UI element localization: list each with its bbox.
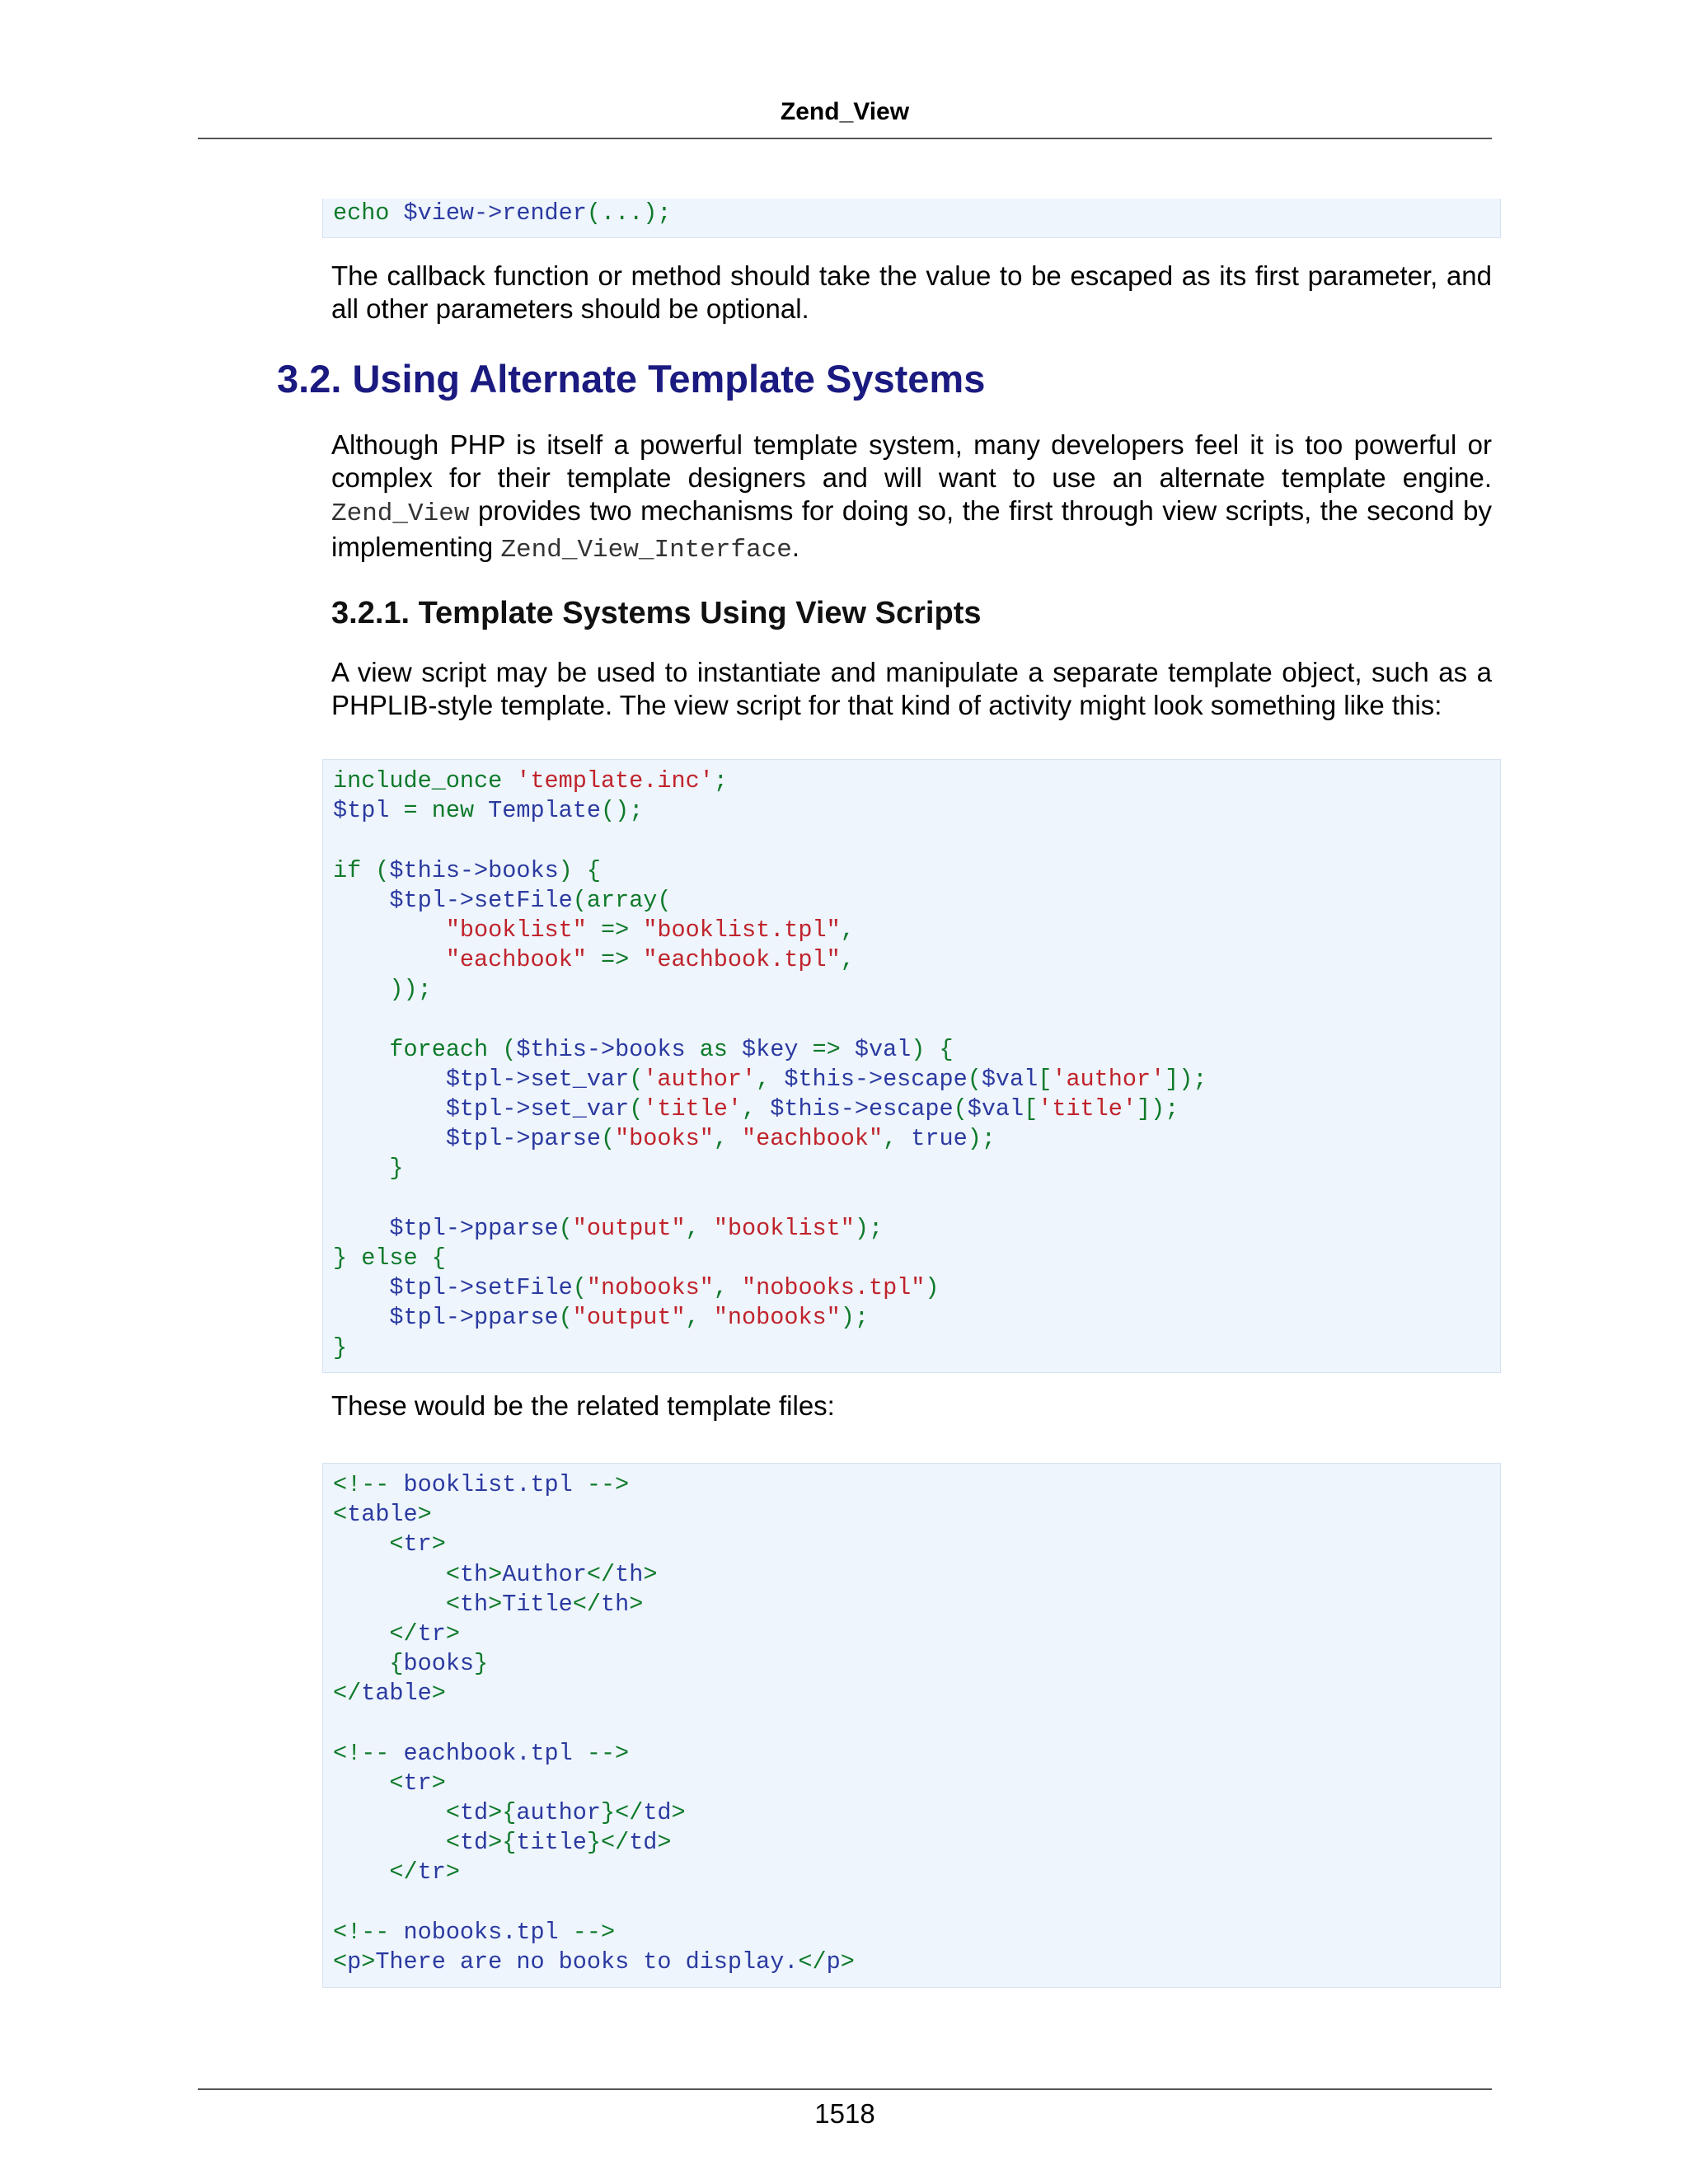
code-token [333,1274,389,1301]
code-line [333,1333,1500,1363]
code-token: )); [333,976,432,1004]
header-rule [198,138,1492,139]
intro-text-3: . [791,532,800,562]
code-token: 'author' [1052,1065,1165,1093]
code-token: ( [967,1065,982,1093]
section-heading: 3.2. Using Alternate Template Systems [277,357,986,401]
code-token: There are no books to display. [375,1948,799,1975]
code-token: "nobooks" [713,1304,841,1332]
code-token: $key [742,1035,799,1063]
code-token: } [333,1333,348,1361]
code-token: $this-> [784,1065,884,1093]
code-token: ( [558,1304,573,1332]
code-line [333,1035,1500,1065]
code-line [333,1470,1500,1500]
code-token: (...); [586,199,672,227]
code-token: > [671,1799,686,1827]
code-line [333,1888,1500,1918]
code-token: set_var [530,1095,630,1123]
code-token: title [516,1829,587,1857]
code-line [333,1530,1500,1559]
code-token: "nobooks.tpl" [742,1274,926,1302]
code-token [333,946,446,973]
code-token [333,887,389,914]
code-block-render [322,199,1501,238]
code-token: , [756,1065,785,1093]
code-token: escape [868,1095,954,1123]
code-token: setFile [474,886,573,914]
code-token: "nobooks" [586,1274,714,1302]
code-token: < [333,1530,404,1558]
code-token: => [586,946,644,974]
code-line [333,1649,1500,1679]
code-line [333,916,1500,945]
code-token: > [431,1680,446,1708]
code-line [333,826,1500,855]
code-token: table [361,1680,432,1708]
code-token: $val [981,1065,1039,1093]
code-token: <!-- [333,1739,404,1767]
code-token: ; [713,767,728,794]
code-token: ); [967,1125,996,1153]
code-line [333,1769,1500,1798]
code-token: include_once [333,767,517,794]
code-token: $tpl-> [389,1214,475,1242]
code-line [333,1244,1500,1273]
code-token: < [333,1501,348,1529]
code-token: setFile [474,1274,573,1302]
code-token: new [431,797,489,825]
code-line [333,886,1500,916]
code-token: tr [403,1769,432,1797]
code-token: { [333,1650,404,1678]
code-token: $tpl-> [445,1095,531,1123]
code-line [333,1065,1500,1094]
code-token: , [713,1274,743,1302]
code-token: ) { [558,856,601,884]
code-token: , [840,946,855,974]
code-token: books [403,1650,475,1678]
code-token: , [742,1095,771,1123]
code-token [333,1066,446,1093]
code-token: < [333,1799,460,1827]
code-line [333,945,1500,975]
code-token: $val [854,1035,912,1063]
code-token: th [459,1590,489,1618]
code-token: (array( [572,886,672,914]
code-token: > [431,1769,446,1797]
code-line [333,1918,1500,1947]
code-token: $tpl-> [445,1125,531,1153]
code-token: </ [333,1619,418,1647]
code-token: ( [629,1095,644,1123]
paragraph-view-script: A view script may be used to instantiate and manipulate a separate template object, such as a PHPLIB-style template. The view script for that kind of activity might look something like this: [331,657,1492,720]
code-token: >{ [488,1829,517,1857]
code-token: < [333,1769,404,1797]
code-token: 'title' [643,1095,743,1123]
code-token: 'template.inc' [516,767,714,794]
code-token: tr [403,1530,432,1558]
code-token: tr [417,1619,446,1647]
code-token: escape [883,1065,968,1093]
code-token: set_var [530,1065,630,1093]
code-token: ( [572,1274,587,1302]
code-line [333,856,1500,886]
code-token: td [459,1799,489,1827]
code-token: ]); [1136,1095,1179,1123]
code-token: < [333,1590,460,1618]
code-token: "booklist" [713,1214,855,1242]
code-token: true [911,1125,968,1153]
code-token: "output" [572,1214,686,1242]
code-token: > [840,1948,855,1975]
code-line [333,796,1500,826]
code-token: $this-> [389,856,489,884]
code-token: --> [572,1739,630,1767]
code-token: > [431,1530,446,1558]
code-token: 'author' [643,1065,757,1093]
code-token: echo [333,199,404,227]
code-token: , [685,1304,714,1332]
code-token: td [643,1799,672,1827]
code-token: --> [572,1471,630,1498]
code-line [333,1619,1500,1649]
code-token: < [333,1560,460,1588]
code-token: , [685,1214,714,1242]
code-line [333,1154,1500,1183]
code-line [333,1273,1500,1303]
code-token: books [488,856,559,884]
intro-code-zend-view-interface: Zend_View_Interface [500,536,792,565]
code-token: > [361,1948,376,1975]
code-line [333,1500,1500,1530]
code-token: th [459,1560,489,1588]
code-token: booklist.tpl [403,1471,573,1498]
code-token: ) [925,1274,940,1302]
code-token [333,1304,389,1331]
code-token: $this-> [516,1035,616,1063]
code-line [333,1739,1500,1769]
code-token: > [445,1619,460,1647]
page-number: 1518 [814,2098,875,2129]
code-line [333,1214,1500,1244]
code-token: <!-- [333,1471,404,1498]
code-line [333,1798,1500,1828]
code-token: ); [840,1304,869,1332]
code-token: ]); [1165,1065,1207,1093]
code-token: > [445,1858,460,1886]
subsection-heading: 3.2.1. Template Systems Using View Scripts [331,596,982,630]
page-header-title: Zend_View [780,98,910,125]
code-token: => [586,916,644,944]
code-token: pparse [474,1214,559,1242]
code-token: "eachbook" [445,946,587,974]
code-token: "booklist" [445,916,587,944]
code-token: table [347,1501,418,1529]
code-token: >{ [488,1799,517,1827]
code-token: </ [798,1948,827,1975]
code-token: $tpl-> [389,1274,475,1302]
code-token: $view-> [403,199,503,227]
footer-rule [198,2088,1492,2090]
code-token: < [333,1829,460,1857]
code-token: > [488,1590,503,1618]
code-token: => [798,1035,855,1063]
code-line [333,1858,1500,1887]
code-token [333,1095,446,1122]
code-token: [ [1024,1095,1039,1123]
code-token: </ [333,1680,362,1708]
code-token [333,916,446,944]
code-token: , [713,1125,743,1153]
code-token: </ [572,1590,601,1618]
code-token: > [488,1560,503,1588]
code-token: > [417,1501,432,1529]
code-line [333,1560,1500,1590]
code-token: $tpl-> [389,886,475,914]
code-token: foreach ( [333,1035,517,1063]
intro-text-1: Although PHP is itself a powerful template system, many developers feel it is too powerful or complex for their template designers and will want to use an alternate template engine. [331,429,1492,493]
code-token: </ [333,1858,418,1886]
code-token: td [629,1829,658,1857]
paragraph-intro [331,429,1492,567]
code-line [333,1005,1500,1035]
code-token: , [840,916,855,944]
code-token: }</ [601,1799,644,1827]
code-token: } else { [333,1244,446,1272]
code-token: $tpl-> [445,1065,531,1093]
code-token: pparse [474,1304,559,1332]
code-line [333,1947,1500,1977]
code-token: p [347,1948,362,1975]
code-token: th [615,1560,644,1588]
code-token: > [657,1829,672,1857]
code-token: $tpl [333,797,390,825]
code-token: </ [586,1560,616,1588]
code-token: "books" [615,1125,714,1153]
code-token: [ [1038,1065,1053,1093]
code-token: "eachbook" [742,1125,884,1153]
code-token [333,1215,389,1242]
code-token: }</ [586,1829,630,1857]
code-token: --> [558,1918,616,1946]
code-token: p [826,1948,841,1975]
code-token: books [615,1035,686,1063]
code-block-templates [322,1463,1501,1988]
code-token: $tpl-> [389,1304,475,1332]
code-token [333,1125,446,1152]
code-token: ) { [911,1035,954,1063]
code-token: "booklist.tpl" [643,916,841,944]
code-token: = [389,797,432,825]
code-token: parse [530,1125,601,1153]
code-token: Author [502,1560,587,1588]
code-line [333,975,1500,1005]
code-token: < [333,1948,348,1975]
code-token: } [474,1650,489,1678]
code-line [333,1184,1500,1214]
code-token: ( [629,1065,644,1093]
intro-code-zend-view: Zend_View [331,499,470,528]
code-line [333,199,1500,228]
code-token: ( [600,1125,616,1153]
code-token: ( [558,1214,573,1242]
code-token: "output" [572,1304,686,1332]
code-token: 'title' [1038,1095,1137,1123]
code-token: th [601,1590,630,1618]
code-line [333,1094,1500,1124]
code-token: ); [854,1214,884,1242]
intro-text-2: provides two mechanisms for doing so, the first through view scripts, the second by implementing [331,495,1492,562]
code-token: "eachbook.tpl" [643,946,841,974]
code-token: $val [967,1095,1025,1123]
code-token: tr [417,1858,446,1886]
paragraph-related: These would be the related template files: [331,1390,835,1421]
code-line [333,766,1500,796]
code-line [333,1828,1500,1858]
code-token: eachbook.tpl [403,1739,573,1767]
code-line [333,1709,1500,1739]
code-token: (); [600,797,644,825]
code-line [333,1590,1500,1619]
code-token: Template [488,797,601,825]
code-line [333,1124,1500,1154]
code-block-php [322,759,1501,1373]
code-token: author [516,1799,601,1827]
code-line [333,1679,1500,1708]
code-token: <!-- [333,1918,404,1946]
code-token: Title [502,1590,573,1618]
code-token: nobooks.tpl [403,1918,559,1946]
code-token: } [333,1155,404,1183]
code-token: > [643,1560,658,1588]
code-token: as [685,1035,743,1063]
paragraph-callback: The callback function or method should take the value to be escaped as its first parameter, and all other parameters should be optional. [331,260,1492,324]
code-line [333,1303,1500,1333]
code-token: if ( [333,856,390,884]
code-token: td [459,1829,489,1857]
code-token: render [502,199,587,227]
code-token: $this-> [770,1095,869,1123]
code-token: > [629,1590,644,1618]
code-token: ( [953,1095,968,1123]
code-token: , [883,1125,912,1153]
